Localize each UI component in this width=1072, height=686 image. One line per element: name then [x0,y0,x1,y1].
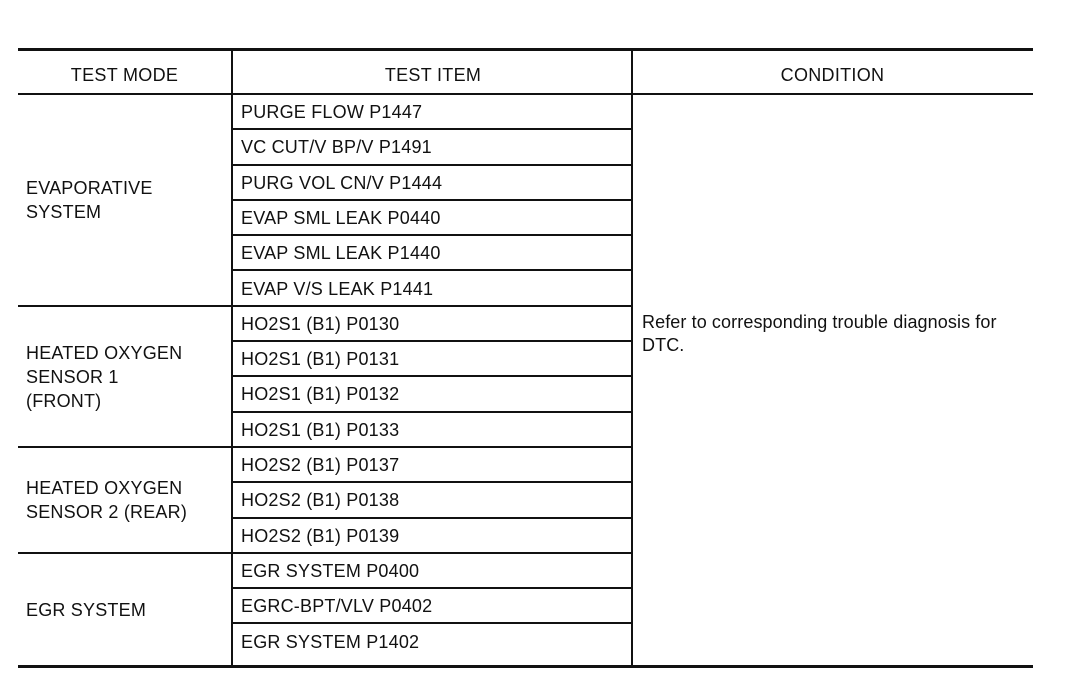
test-item-row: HO2S1 (B1) P0133 [233,413,633,448]
mode-group-heated-oxygen-sensor-2 [18,448,231,554]
test-item-row: EGR SYSTEM P0400 [233,554,633,589]
header-test-mode: TEST MODE [70,65,179,85]
mode-label: HEATED OXYGEN SENSOR 1 (FRONT) [26,342,183,411]
test-item-row: VC CUT/V BP/V P1491 [233,130,633,165]
test-mode-table [18,48,1033,668]
test-item-row: EVAP SML LEAK P1440 [233,236,633,271]
header-condition: CONDITION [780,65,885,85]
test-item-row: PURGE FLOW P1447 [233,95,633,130]
test-item-row: HO2S1 (B1) P0131 [233,342,633,377]
mode-label: EVAPORATIVE SYSTEM [26,178,153,222]
mode-group-heated-oxygen-sensor-1 [18,307,231,448]
test-item-row: HO2S2 (B1) P0139 [233,519,633,554]
test-item-row: HO2S2 (B1) P0138 [233,483,633,518]
header-test-item: TEST ITEM [384,65,482,85]
test-item-row: PURG VOL CN/V P1444 [233,166,633,201]
test-item-row: HO2S2 (B1) P0137 [233,448,633,483]
test-item-row: EGR SYSTEM P1402 [241,631,420,652]
mode-group-egr-system [18,554,231,665]
test-item-row: EVAP V/S LEAK P1441 [233,272,633,307]
mode-label: EGR SYSTEM [26,599,147,620]
table-header [18,51,1033,95]
mode-group-evaporative [18,95,231,307]
condition-text: Refer to corresponding trouble diagnosis for DTC. [642,312,997,355]
test-item-row: HO2S1 (B1) P0130 [233,307,633,342]
test-item-row: EVAP SML LEAK P0440 [233,201,633,236]
test-item-row: EGRC-BPT/VLV P0402 [233,589,633,624]
test-item-row: HO2S1 (B1) P0132 [233,377,633,412]
mode-label: HEATED OXYGEN SENSOR 2 (REAR) [26,478,188,522]
